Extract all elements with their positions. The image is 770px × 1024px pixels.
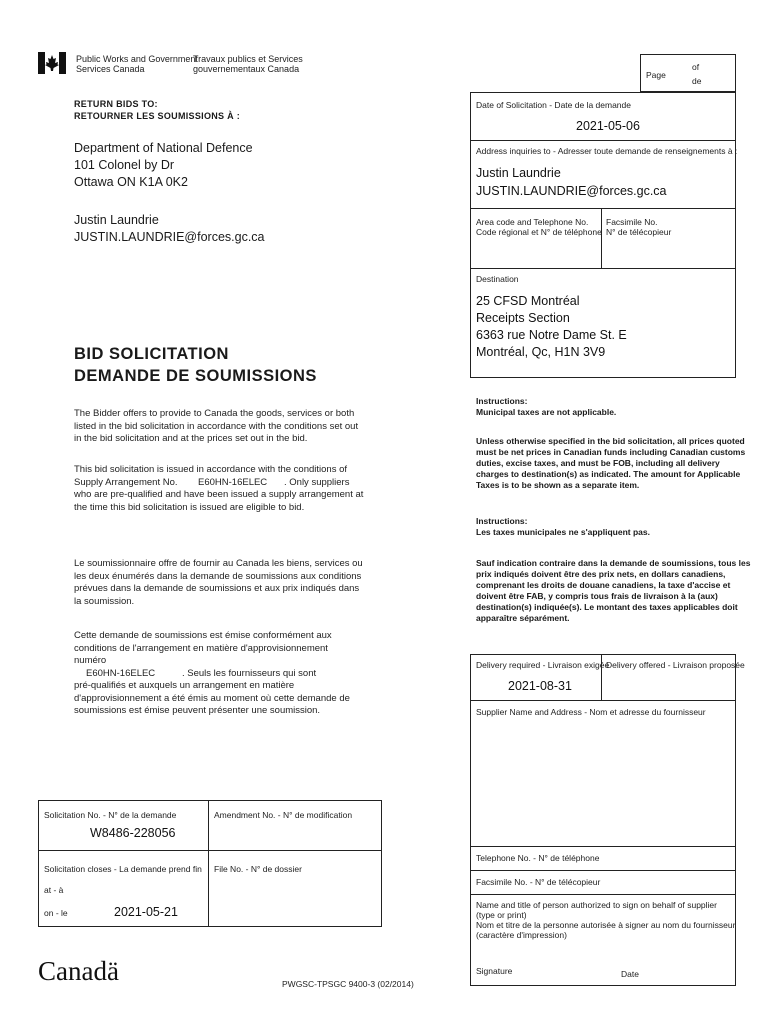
authorized-signer-label: Name and title of person authorized to sign on behalf of supplier (type or print) Nom et titre de la personne autorisée à signer au nom du fournisseur (caractère d'impression) xyxy=(476,900,736,940)
supplier-fax-label: Facsimile No. - N° de télécopieur xyxy=(476,877,601,887)
inquiries-contact: Justin Laundrie JUSTIN.LAUNDRIE@forces.gc.ca xyxy=(476,166,667,198)
supplier-phone-label: Telephone No. - N° de téléphone xyxy=(476,853,600,863)
body-en-p2: This bid solicitation is issued in accordance with the conditions of Supply Arrangement No. E60HN-16ELEC . Only suppliers who are pre-qualified and have been issued a supply arrangement at the time this bid solicitation is issued are eligible to bid. xyxy=(74,464,364,513)
canada-flag-logo xyxy=(38,52,66,74)
dept-name-fr: Travaux publics et Services gouvernementaux Canada xyxy=(193,54,303,74)
page-de-label: de xyxy=(692,76,702,86)
instructions-fr-taxes: Sauf indication contraire dans la demande de soumissions, tous les prix indiqués doivent être des prix nets, en dollars canadiens, comprenant les droits de douane canadiens, la taxe d'accise et doivent être FAB, y compris tous frais de livraison à la (aux) destination(s) indiquée(s). Le montant des taxes applicables doit apparaître séparément. xyxy=(476,558,751,623)
date-of-solicitation-label: Date of Solicitation - Date de la demande xyxy=(476,100,631,110)
body-en-p1: The Bidder offers to provide to Canada the goods, services or both listed in the bid solicitation in accordance with the conditions set out in the bid solicitation and at the prices set out in the bid. xyxy=(74,408,359,444)
delivery-required-value: 2021-08-31 xyxy=(508,679,572,693)
instructions-en-taxes: Unless otherwise specified in the bid solicitation, all prices quoted must be net prices in Canadian funds including Canadian customs duties, excise taxes, and must be FOB, including all delivery charges to destination(s) as indicated. The amount for Applicable Taxes is to be shown as a separate item. xyxy=(476,436,746,490)
solicitation-no-value: W8486-228056 xyxy=(90,826,176,840)
return-bids-title: RETURN BIDS TO: RETOURNER LES SOUMISSIONS À : xyxy=(74,99,241,121)
date-of-solicitation-value: 2021-05-06 xyxy=(576,119,640,133)
body-fr-p1: Le soumissionnaire offre de fournir au Canada les biens, services ou les deux énumérés dans la demande de soumissions aux conditions prévues dans la demande de soumissions et aux prix indiqués dans la soumission. xyxy=(74,558,363,607)
closes-label: Solicitation closes - La demande prend fin xyxy=(44,864,202,874)
solicitation-no-label: Solicitation No. - N° de la demande xyxy=(44,810,177,820)
page-title: BID SOLICITATION DEMANDE DE SOUMISSIONS xyxy=(74,345,317,385)
signature-date-label: Date xyxy=(621,969,639,979)
delivery-required-label: Delivery required - Livraison exigée xyxy=(476,660,610,670)
file-no-label: File No. - N° de dossier xyxy=(214,864,302,874)
phone-label: Area code and Telephone No. Code régional et N° de téléphone xyxy=(476,217,602,237)
inquiries-label: Address inquiries to - Adresser toute demande de renseignements à : xyxy=(476,146,738,156)
instructions-en: Instructions: Municipal taxes are not applicable. xyxy=(476,396,617,417)
closes-date-value: 2021-05-21 xyxy=(114,905,178,919)
supply-arrangement-no-fr: E60HN-16ELEC xyxy=(86,667,156,679)
instructions-fr: Instructions: Les taxes municipales ne s'appliquent pas. xyxy=(476,516,650,537)
dept-name-en: Public Works and Government Services Canada xyxy=(76,54,198,74)
fax-label: Facsimile No. N° de télécopieur xyxy=(606,217,672,237)
signature-label: Signature xyxy=(476,966,513,976)
destination-address: 25 CFSD Montréal Receipts Section 6363 rue Notre Dame St. E Montréal, Qc, H1N 3V9 xyxy=(476,294,627,359)
delivery-offered-label: Delivery offered - Livraison proposée xyxy=(606,660,745,670)
page-label: Page xyxy=(646,70,666,80)
form-number: PWGSC-TPSGC 9400-3 (02/2014) xyxy=(282,979,414,989)
amendment-no-label: Amendment No. - N° de modification xyxy=(214,810,353,820)
closes-at-label: at - à xyxy=(44,885,64,895)
destination-label: Destination xyxy=(476,274,519,284)
canada-wordmark: Canadä xyxy=(38,956,119,986)
page-of-label: of xyxy=(692,62,700,72)
return-address: Department of National Defence 101 Colonel by Dr Ottawa ON K1A 0K2 xyxy=(74,141,253,189)
body-fr-p2: Cette demande de soumissions est émise conformément aux conditions de l'arrangement en matière d'approvisionnement numéro E60HN-16ELEC . Seuls les fournisseurs qui sont pré-qualifiés et auxquels un arrangement en matière d'approvisionnement a été émis au moment où cette demande de soumissions est émise peuvent présenter une soumission. xyxy=(74,630,350,716)
return-contact: Justin Laundrie JUSTIN.LAUNDRIE@forces.gc.ca xyxy=(74,213,265,244)
closes-on-label: on - le xyxy=(44,908,68,918)
supplier-name-label: Supplier Name and Address - Nom et adresse du fournisseur xyxy=(476,707,706,717)
supply-arrangement-no: E60HN-16ELEC xyxy=(198,476,268,488)
